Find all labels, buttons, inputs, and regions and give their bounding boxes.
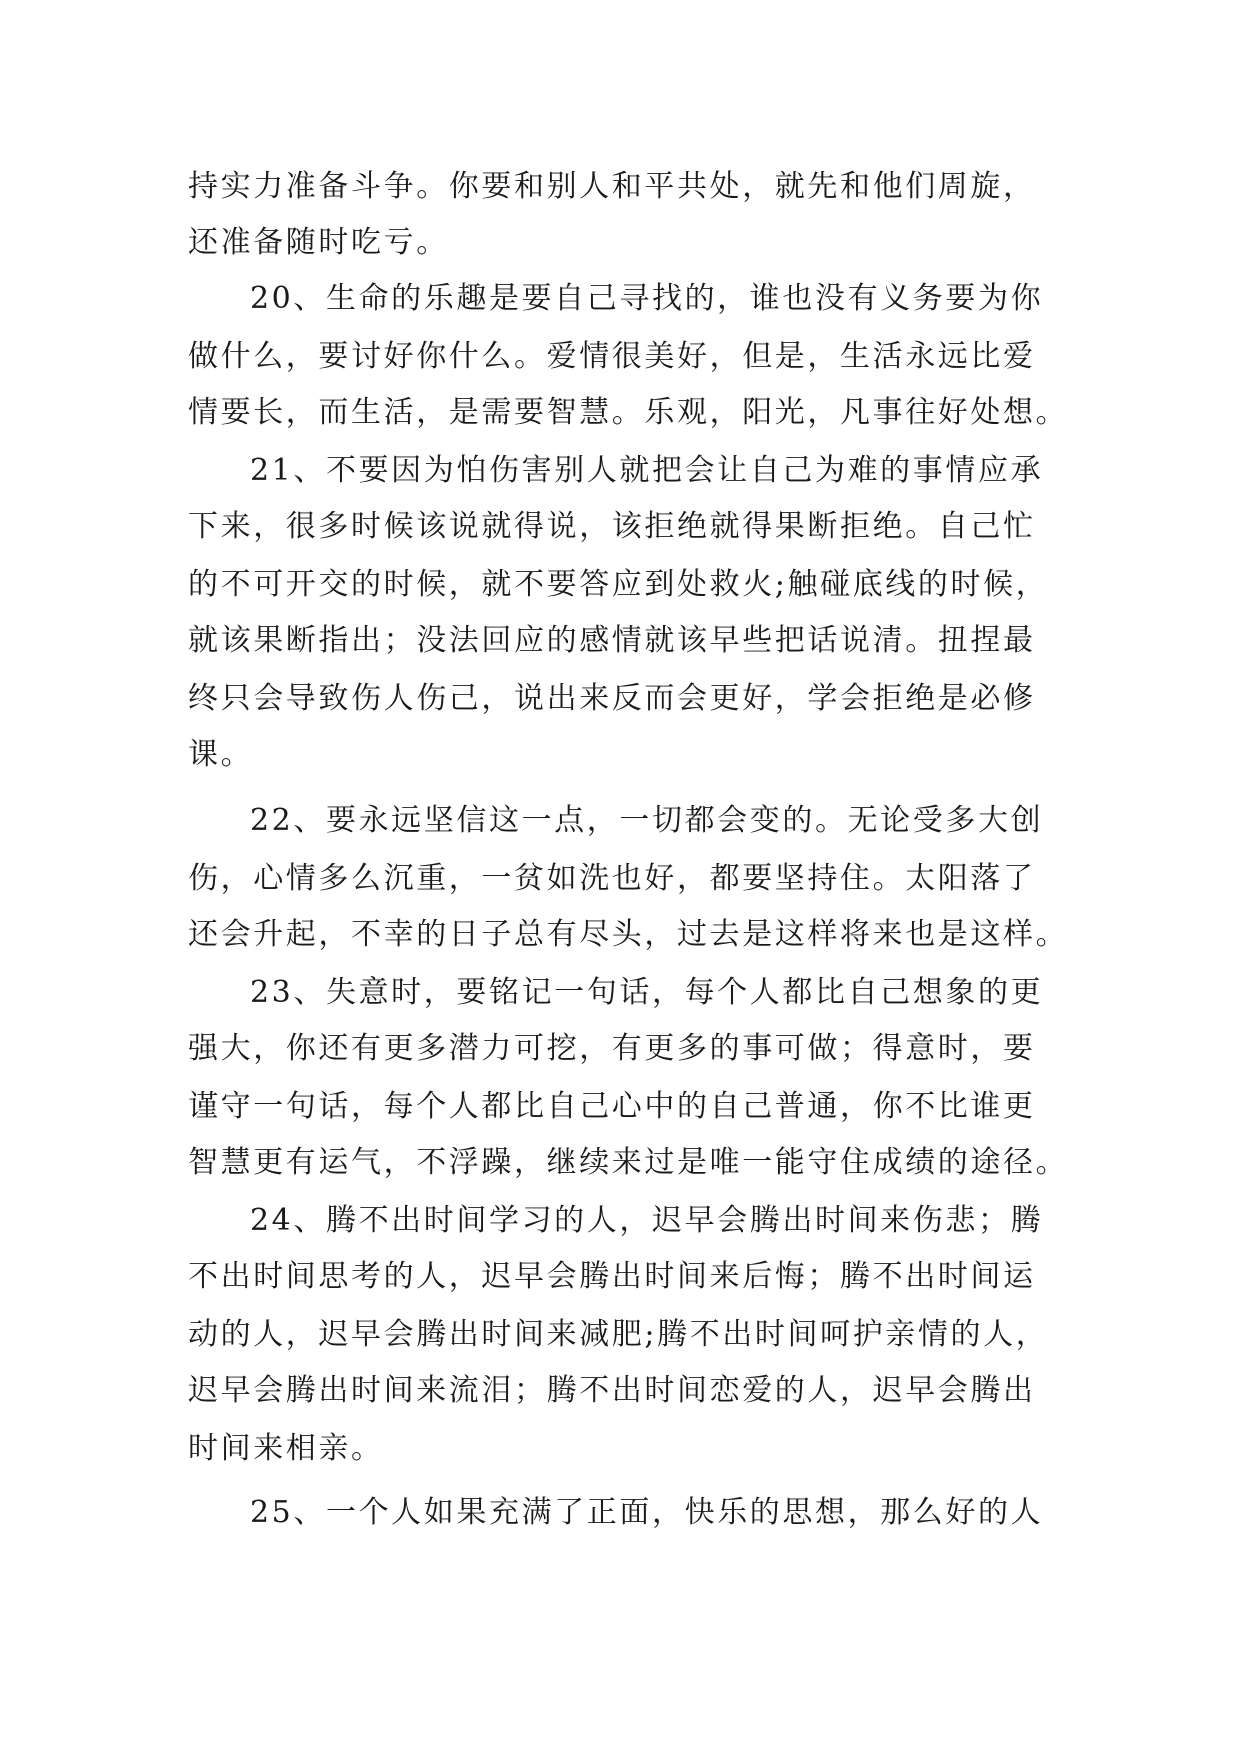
line-text: 还准备随时吃亏。	[188, 225, 449, 260]
line-text: 迟早会腾出时间来流泪；腾不出时间恋爱的人，迟早会腾出	[188, 1373, 1036, 1408]
line-text: 25、一个人如果充满了正面，快乐的思想，那么好的人	[250, 1495, 1044, 1530]
text-line	[0, 1020, 1241, 1078]
line-text: 强大，你还有更多潜力可挖，有更多的事可做；得意时，要	[188, 1031, 1036, 1066]
text-line	[0, 158, 1241, 216]
text-line	[0, 1362, 1241, 1420]
text-line	[0, 1484, 1241, 1542]
text-line	[0, 964, 1241, 1022]
line-text: 22、要永远坚信这一点，一切都会变的。无论受多大创	[250, 803, 1044, 838]
text-line	[0, 384, 1241, 442]
text-line	[0, 1420, 1241, 1478]
line-text: 终只会导致伤人伤己，说出来反而会更好，学会拒绝是必修	[188, 681, 1036, 716]
line-text: 23、失意时，要铭记一句话，每个人都比自己想象的更	[250, 975, 1044, 1010]
line-text: 课。	[188, 737, 254, 772]
text-line	[0, 1134, 1241, 1192]
line-text: 还会升起，不幸的日子总有尽头，过去是这样将来也是这样。	[188, 917, 1069, 952]
line-text: 智慧更有运气，不浮躁，继续来过是唯一能守住成绩的途径。	[188, 1145, 1069, 1180]
text-line	[0, 1192, 1241, 1250]
line-text: 的不可开交的时候，就不要答应到处救火;触碰底线的时候，	[188, 567, 1049, 602]
line-text: 伤，心情多么沉重，一贫如洗也好，都要坚持住。太阳落了	[188, 861, 1036, 896]
line-text: 20、生命的乐趣是要自己寻找的，谁也没有义务要为你	[250, 281, 1044, 316]
text-line	[0, 726, 1241, 784]
text-line	[0, 1078, 1241, 1136]
line-text: 谨守一句话，每个人都比自己心中的自己普通，你不比谁更	[188, 1089, 1036, 1124]
text-line	[0, 1248, 1241, 1306]
line-text: 21、不要因为怕伤害别人就把会让自己为难的事情应承	[250, 453, 1044, 488]
line-text: 下来，很多时候该说就得说，该拒绝就得果断拒绝。自己忙	[188, 509, 1036, 544]
text-line	[0, 556, 1241, 614]
text-line	[0, 270, 1241, 328]
line-text: 不出时间思考的人，迟早会腾出时间来后悔；腾不出时间运	[188, 1259, 1036, 1294]
text-line	[0, 906, 1241, 964]
line-text: 动的人，迟早会腾出时间来减肥;腾不出时间呵护亲情的人，	[188, 1317, 1049, 1352]
line-text: 持实力准备斗争。你要和别人和平共处，就先和他们周旋，	[188, 169, 1036, 204]
text-line	[0, 214, 1241, 272]
text-line	[0, 670, 1241, 728]
line-text: 就该果断指出；没法回应的感情就该早些把话说清。扭捏最	[188, 623, 1036, 658]
text-line	[0, 792, 1241, 850]
text-line	[0, 442, 1241, 500]
line-text: 情要长，而生活，是需要智慧。乐观，阳光，凡事往好处想。	[188, 395, 1069, 430]
text-line	[0, 1306, 1241, 1364]
text-line	[0, 328, 1241, 386]
text-line	[0, 850, 1241, 908]
line-text: 做什么，要讨好你什么。爱情很美好，但是，生活永远比爱	[188, 339, 1036, 374]
line-text: 时间来相亲。	[188, 1431, 384, 1466]
text-line	[0, 498, 1241, 556]
text-line	[0, 612, 1241, 670]
line-text: 24、腾不出时间学习的人，迟早会腾出时间来伤悲；腾	[250, 1203, 1044, 1238]
